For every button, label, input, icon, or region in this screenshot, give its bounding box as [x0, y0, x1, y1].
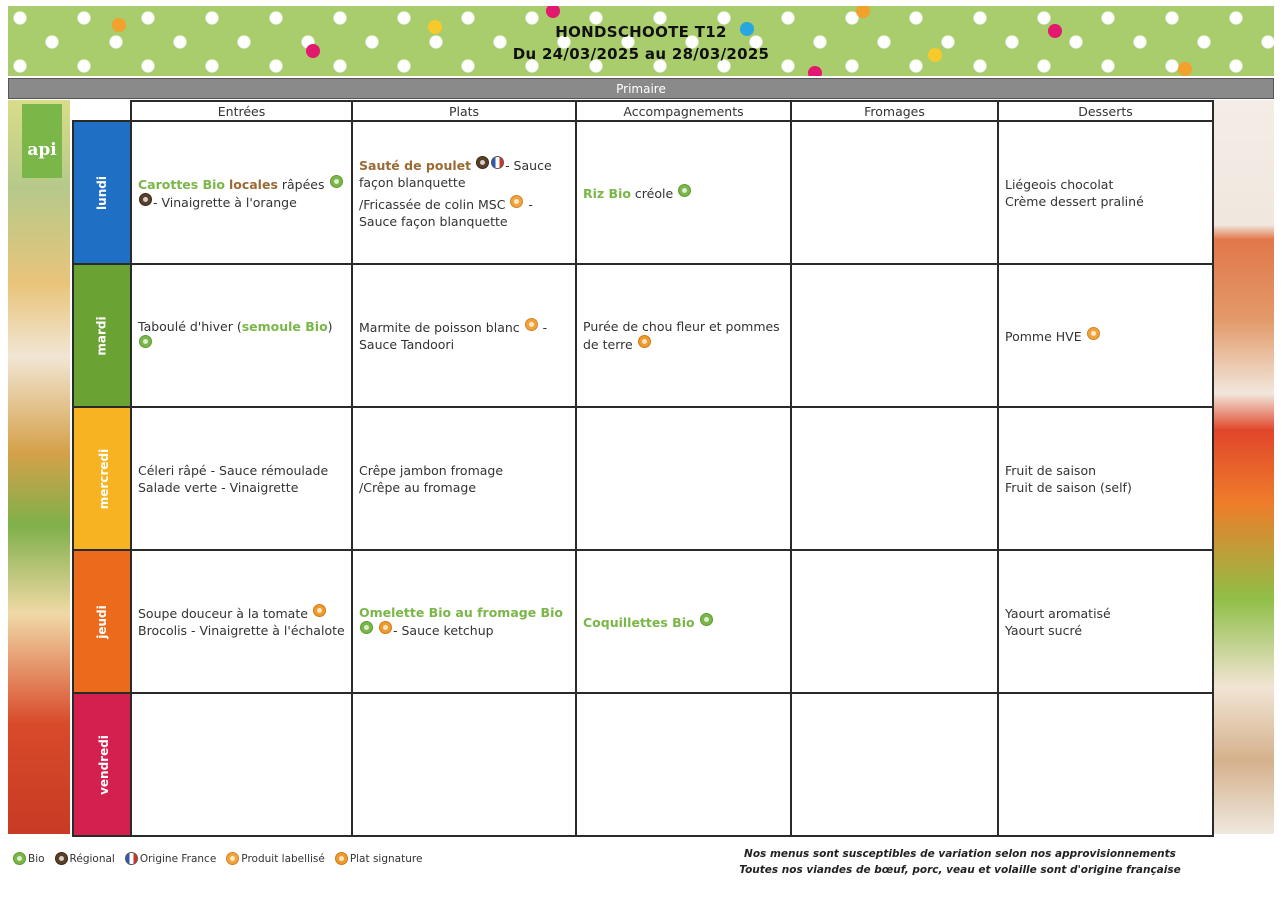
- legend-item-plat-signature: Plat signature: [334, 852, 423, 865]
- column-header-plats: Plats: [352, 101, 576, 121]
- corner-cell: [73, 101, 131, 121]
- bio-icon: [330, 175, 343, 188]
- day-row-lundi: [73, 121, 1213, 264]
- mercredi-accompagnement: [576, 407, 791, 550]
- regional-icon: [476, 156, 489, 169]
- menu-table: [72, 100, 1214, 837]
- footnote: [700, 846, 1220, 878]
- day-label-lundi: lundi: [73, 121, 131, 264]
- legend: [12, 852, 428, 865]
- produit-labellise-icon: [510, 195, 523, 208]
- footnote-line-1: Nos menus sont susceptibles de variation selon nos approvisionnements: [744, 848, 1176, 860]
- day-label-mardi: mardi: [73, 264, 131, 407]
- right-decorative-image: [1212, 100, 1274, 834]
- vendredi-dessert: [998, 693, 1213, 836]
- section-title: Primaire: [8, 78, 1274, 99]
- day-row-mardi: [73, 264, 1213, 407]
- footnote-line-2: Toutes nos viandes de bœuf, porc, veau et volaille sont d'origine française: [739, 864, 1181, 876]
- column-header-entrees: Entrées: [131, 101, 352, 121]
- bio-icon: [678, 184, 691, 197]
- origine-france-icon: [491, 156, 504, 169]
- regional-icon: [139, 193, 152, 206]
- jeudi-entree: Soupe douceur à la tomate Brocolis - Vinaigrette à l'échalote: [131, 550, 352, 693]
- jeudi-accompagnement: Coquillettes Bio: [576, 550, 791, 693]
- bio-icon: [700, 613, 713, 626]
- column-header-row: [73, 101, 1213, 121]
- legend-item-origine-france: Origine France: [124, 852, 216, 865]
- left-decorative-image: [8, 100, 70, 834]
- plat-signature-icon: [335, 852, 348, 865]
- mercredi-fromage: [791, 407, 998, 550]
- bio-icon: [360, 621, 373, 634]
- lundi-fromage: [791, 121, 998, 264]
- decorative-dot: [856, 6, 870, 18]
- regional-icon: [55, 852, 68, 865]
- mercredi-dessert: Fruit de saison Fruit de saison (self): [998, 407, 1213, 550]
- jeudi-plat: Omelette Bio au fromage Bio - Sauce ketchup: [352, 550, 576, 693]
- produit-labellise-icon: [1087, 327, 1100, 340]
- mercredi-plat: Crêpe jambon fromage /Crêpe au fromage: [352, 407, 576, 550]
- decorative-dot: [1178, 62, 1192, 76]
- vendredi-entree: [131, 693, 352, 836]
- legend-item-produit-labellise: Produit labellisé: [225, 852, 325, 865]
- vendredi-accompagnement: [576, 693, 791, 836]
- vendredi-fromage: [791, 693, 998, 836]
- lundi-entree: Carottes Bio locales râpées - Vinaigrette à l'orange: [131, 121, 352, 264]
- column-header-accompagnements: Accompagnements: [576, 101, 791, 121]
- decorative-dot: [808, 66, 822, 76]
- day-label-mercredi: mercredi: [73, 407, 131, 550]
- day-row-mercredi: [73, 407, 1213, 550]
- produit-labellise-icon: [226, 852, 239, 865]
- bio-icon: [139, 335, 152, 348]
- mardi-accompagnement: Purée de chou fleur et pommes de terre: [576, 264, 791, 407]
- legend-item-bio: Bio: [12, 852, 45, 865]
- bio-icon: [13, 852, 26, 865]
- day-label-jeudi: jeudi: [73, 550, 131, 693]
- mardi-dessert: Pomme HVE: [998, 264, 1213, 407]
- plat-signature-icon: [379, 621, 392, 634]
- day-label-vendredi: vendredi: [73, 693, 131, 836]
- mercredi-entree: Céleri râpé - Sauce rémoulade Salade verte - Vinaigrette: [131, 407, 352, 550]
- day-row-jeudi: [73, 550, 1213, 693]
- lundi-plat: Sauté de poulet - Sauce façon blanquette /Fricassée de colin MSC - Sauce façon blanquette: [352, 121, 576, 264]
- mardi-plat: Marmite de poisson blanc - Sauce Tandoori: [352, 264, 576, 407]
- mardi-fromage: [791, 264, 998, 407]
- vendredi-plat: [352, 693, 576, 836]
- lundi-accompagnement: Riz Bio créole: [576, 121, 791, 264]
- menu-dates: Du 24/03/2025 au 28/03/2025: [512, 45, 770, 63]
- mardi-entree: Taboulé d'hiver (semoule Bio): [131, 264, 352, 407]
- lundi-dessert: Liégeois chocolat Crème dessert praliné: [998, 121, 1213, 264]
- column-header-fromages: Fromages: [791, 101, 998, 121]
- origine-france-icon: [125, 852, 138, 865]
- jeudi-fromage: [791, 550, 998, 693]
- jeudi-dessert: Yaourt aromatisé Yaourt sucré: [998, 550, 1213, 693]
- api-logo: api: [22, 104, 62, 178]
- legend-item-regional: Régional: [54, 852, 115, 865]
- day-row-vendredi: [73, 693, 1213, 836]
- column-header-desserts: Desserts: [998, 101, 1213, 121]
- menu-title: HONDSCHOOTE T12: [555, 23, 727, 41]
- decorative-dot: [546, 6, 560, 18]
- produit-labellise-icon: [525, 318, 538, 331]
- plat-signature-icon: [638, 335, 651, 348]
- plat-signature-icon: [313, 604, 326, 617]
